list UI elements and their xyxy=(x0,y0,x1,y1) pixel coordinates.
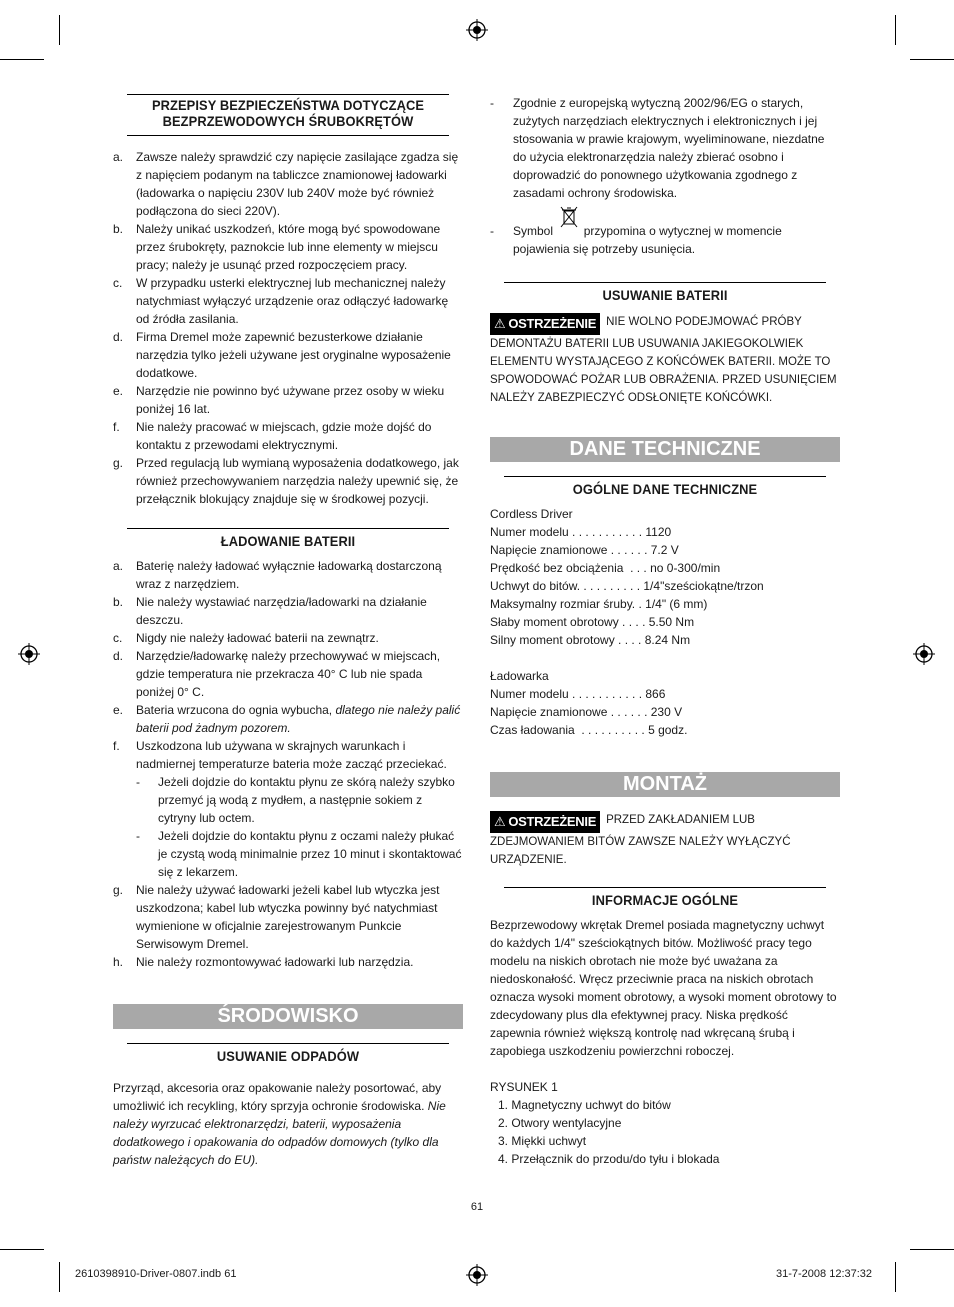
crop-mark xyxy=(0,1249,44,1250)
eu-note-2: - Symbol przypomina o wytycznej w momencie pojawienia się potrzeby usunięcia. xyxy=(490,210,840,258)
list-item: 1. Magnetyczny uchwyt do bitów xyxy=(498,1098,671,1112)
registration-mark-icon xyxy=(18,643,40,665)
list-item: f. Nie należy pracować w miejscach, gdzie może dojść do kontaktu z przewodami elektrycznymi. xyxy=(113,420,432,452)
warning-triangle-icon: ⚠ xyxy=(494,814,506,829)
charger-spec-list: Ładowarka Numer modelu . . . . . . . . . . . 866 Napięcie znamionowe . . . . . . 230 V Czas ładowania . . . . . . . . . . 5 godz. xyxy=(490,669,688,737)
assembly-band: MONTAŻ xyxy=(490,772,840,797)
list-item: h. Nie należy rozmontowywać ładowarki lub narzędzia. xyxy=(113,955,414,969)
general-info-heading: INFORMACJE OGÓLNE xyxy=(504,887,826,910)
crop-mark xyxy=(895,15,896,45)
list-item: e. Bateria wrzucona do ognia wybucha, dlatego nie należy palić baterii pod żadnym pozorem. xyxy=(113,703,461,735)
driver-spec-list: Cordless Driver Numer modelu . . . . . . . . . . . 1120 Napięcie znamionowe . . . . . . 7.2 V Prędkość bez obciążenia . . . no 0-300/min Uchwyt do bitów. . . . . . . . . . 1/4"sześciokątne/trzon Maksymalny rozmiar śruby. . 1/4" (6 mm) Słaby moment obrotowy . . . . 5.50 Nm Silny moment obrotowy . . . . 8.24 Nm xyxy=(490,507,764,647)
left-column xyxy=(113,94,463,1169)
safety-title-line2: BEZPRZEWODOWYCH ŚRUBOKRĘTÓW xyxy=(162,113,414,129)
charging-heading: ŁADOWANIE BATERII xyxy=(127,528,449,551)
warning-triangle-icon: ⚠ xyxy=(494,316,506,331)
list-item: c. W przypadku usterki elektrycznej lub mechanicznej należy natychmiast wyłączyć urządzenie oraz odłączyć ładowarkę od źródła zasilania. xyxy=(113,276,449,326)
list-item: d. Narzędzie/ładowarkę należy przechowywać w miejscach, gdzie temperatura nie przekracza 40° C lub nie spada poniżej 0° C. xyxy=(113,649,441,699)
list-item: b. Nie należy wystawiać narzędzia/ładowarki na działanie deszczu. xyxy=(113,595,427,627)
environment-band: ŚRODOWISKO xyxy=(113,1004,463,1029)
safety-heading xyxy=(127,94,449,136)
list-item: a. Zawsze należy sprawdzić czy napięcie zasilające zgadza się z napięciem podanym na tabliczce znamionowej ładowarki (ładowarka o napięciu 230V lub 240V może być również podłączona do sieci 220V). xyxy=(113,150,459,218)
registration-mark-icon xyxy=(466,19,488,41)
eu-note-1: - Zgodnie z europejską wytyczną 2002/96/EG o starych, zużytych narzędziach elektrycznych i elektronicznych i jej stosowania w prawie krajowym, wyeliminowane, niezdatne do użycia elektronarzędzia należy zbierać osobno i doprowadzić do ponownego użytkowania zgodnego z zasadami ochrony środowiska. xyxy=(490,96,825,200)
list-item: 3. Miękki uchwyt xyxy=(498,1134,587,1148)
sub-list-item: - Jeżeli dojdzie do kontaktu płynu z oczami należy płukać je czystą wodą minimalnie przez 10 minut i skontaktować się z lekarzem. xyxy=(136,829,462,879)
list-item: d. Firma Dremel może zapewnić bezusterkowe działanie narzędzia tylko jeżeli używane jest oryginalne wyposażenie dodatkowe. xyxy=(113,330,451,380)
safety-list xyxy=(113,148,463,508)
right-column xyxy=(490,94,840,1168)
crop-mark xyxy=(59,1262,60,1292)
waste-paragraph: Przyrząd, akcesoria oraz opakowanie należy posortować, aby umożliwić ich recykling, który sprzyja ochronie środowiska. Nie należy wyrzucać elektronarzędzi, baterii, wyposażenia dodatkowego i opakowania do odpadów domowych (tylko dla państw należących do EU). xyxy=(113,1081,446,1167)
crop-mark xyxy=(895,1262,896,1292)
battery-removal-heading: USUWANIE BATERII xyxy=(504,282,826,305)
crop-mark xyxy=(910,59,954,60)
figure-label: RYSUNEK 1 xyxy=(490,1080,558,1094)
list-item: c. Nigdy nie należy ładować baterii na zewnątrz. xyxy=(113,631,379,645)
page-number: 61 xyxy=(470,1201,484,1213)
list-item: e. Narzędzie nie powinno być używane przez osoby w wieku poniżej 16 lat. xyxy=(113,384,445,416)
figure-list xyxy=(490,1096,840,1168)
registration-mark-icon xyxy=(466,1264,488,1286)
crop-mark xyxy=(59,15,60,45)
list-item: f. Uszkodzona lub używana w skrajnych warunkach i nadmiernej temperaturze bateria może zacząć przeciekać. xyxy=(113,739,447,771)
list-item: 4. Przełącznik do przodu/do tyłu i blokada xyxy=(498,1152,720,1166)
list-item: 2. Otwory wentylacyjne xyxy=(498,1116,622,1130)
assembly-warning: ⚠ OSTRZEŻENIE PRZED ZAKŁADANIEM LUB ZDEJMOWANIEM BITÓW ZAWSZE NALEŻY WYŁĄCZYĆ URZĄDZENIE. xyxy=(490,811,840,869)
warning-badge: ⚠ OSTRZEŻENIE xyxy=(490,811,600,833)
crop-mark xyxy=(910,1249,954,1250)
tech-band: DANE TECHNICZNE xyxy=(490,437,840,462)
registration-mark-icon xyxy=(913,643,935,665)
crossed-bin-icon xyxy=(559,204,579,230)
list-item: b. Należy unikać uszkodzeń, które mogą być spowodowane przez śrubokręty, paznokcie lub inne elementy w miejscu pracy; należy je usunąć przed rozpoczęciem pracy. xyxy=(113,222,441,272)
safety-title-line1: PRZEPISY BEZPIECZEŃSTWA DOTYCZĄCE xyxy=(151,97,425,113)
charging-list xyxy=(113,557,463,971)
list-item: g. Nie należy używać ładowarki jeżeli kabel lub wtyczka jest uszkodzona; kabel lub wtyczka powinny być natychmiast wymienione w oficjalnie zarejestrowanym Punkcie Serwisowym Dremel. xyxy=(113,883,440,951)
list-item: g. Przed regulacją lub wymianą wyposażenia dodatkowego, jak również przechowywaniem narzędzia należy upewnić się, że przełącznik blokujący znajduje się w środkowej pozycji. xyxy=(113,456,459,506)
crop-mark xyxy=(0,59,44,60)
waste-heading: USUWANIE ODPADÓW xyxy=(127,1043,449,1066)
tech-general-heading: OGÓLNE DANE TECHNICZNE xyxy=(504,476,826,499)
list-item: a. Baterię należy ładować wyłącznie ładowarką dostarczoną wraz z narzędziem. xyxy=(113,559,442,591)
footer-file: 2610398910-Driver-0807.indb 61 xyxy=(75,1268,237,1280)
sub-list-item: - Jeżeli dojdzie do kontaktu płynu ze skórą należy szybko przemyć ją wodą z mydłem, a następnie sokiem z cytryny lub octem. xyxy=(136,775,455,825)
battery-warning: ⚠ OSTRZEŻENIE NIE WOLNO PODEJMOWAĆ PRÓBY DEMONTAŻU BATERII LUB USUWANIA JAKIEGOKOLWIEK ELEMENTU WYSTAJĄCEGO Z KOŃCÓWEK BATERII. MOŻE TO SPOWODOWAĆ POŻAR LUB OBRAŻENIA. PRZED USUNIĘCIEM NALEŻY ZABEZPIECZYĆ ODSŁONIĘTE KOŃCÓWKI. xyxy=(490,313,840,407)
warning-badge: ⚠ OSTRZEŻENIE xyxy=(490,313,600,335)
footer-datetime: 31-7-2008 12:37:32 xyxy=(776,1268,873,1280)
general-info-paragraph: Bezprzewodowy wkrętak Dremel posiada magnetyczny uchwyt do każdych 1/4" sześciokątnych bitów. Możliwość pracy tego modelu na niskich obrotach nie może być uważana za niedoskonałość. Wręcz przeciwnie praca na niskich obrotach oznacza wysoki moment obrotowy, a wysoki moment obrotowy to zdecydowany plus dla efektywnej pracy. Niska prędkość zapewnia również większą kontrolę nad wkręcaną śrubą i zapobiega uszkodzeniu powierzchni roboczej. xyxy=(490,918,837,1058)
